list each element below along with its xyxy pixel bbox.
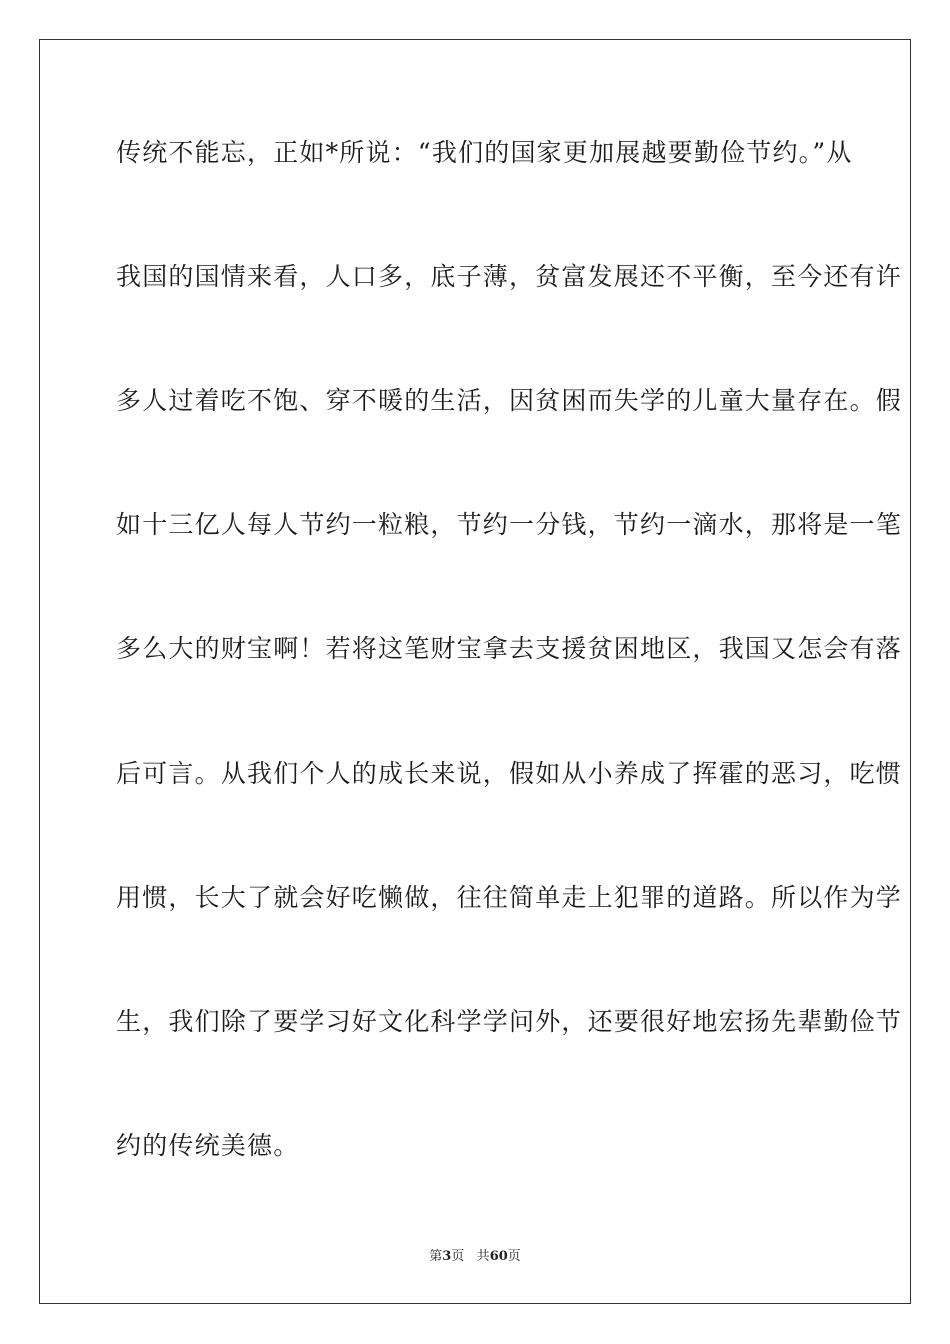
body-line-6: 后可言。从我们个人的成长来说，假如从小养成了挥霍的恶习，吃惯 (116, 759, 903, 788)
body-line-9: 约的传统美德。 (116, 1131, 300, 1160)
total-suffix: 页 (507, 1249, 521, 1264)
page-footer (0, 1249, 950, 1265)
body-line-8: 生，我们除了要学习好文化科学学问外，还要很好地宏扬先辈勤俭节 (116, 1007, 903, 1036)
page-suffix: 页 (451, 1249, 465, 1264)
body-line-7: 用惯，长大了就会好吃懒做，往往简单走上犯罪的道路。所以作为学 (116, 883, 903, 912)
body-line-3: 多人过着吃不饱、穿不暖的生活，因贫困而失学的儿童大量存在。假 (116, 386, 903, 415)
body-line-1: 传统不能忘，正如*所说：“我们的国家更加展越要勤俭节约。”从 (116, 138, 853, 167)
page-border (39, 39, 911, 1304)
body-line-5: 多么大的财宝啊！若将这笔财宝拿去支援贫困地区，我国又怎会有落 (116, 634, 903, 663)
body-line-2: 我国的国情来看，人口多，底子薄，贫富发展还不平衡，至今还有许 (116, 262, 903, 291)
body-line-4: 如十三亿人每人节约一粒粮，节约一分钱，节约一滴水，那将是一笔 (116, 510, 903, 539)
page-prefix: 第 (429, 1249, 443, 1264)
total-pages: 60 (489, 1249, 508, 1264)
page-number: 3 (442, 1249, 452, 1264)
total-prefix: 共 (476, 1249, 490, 1264)
